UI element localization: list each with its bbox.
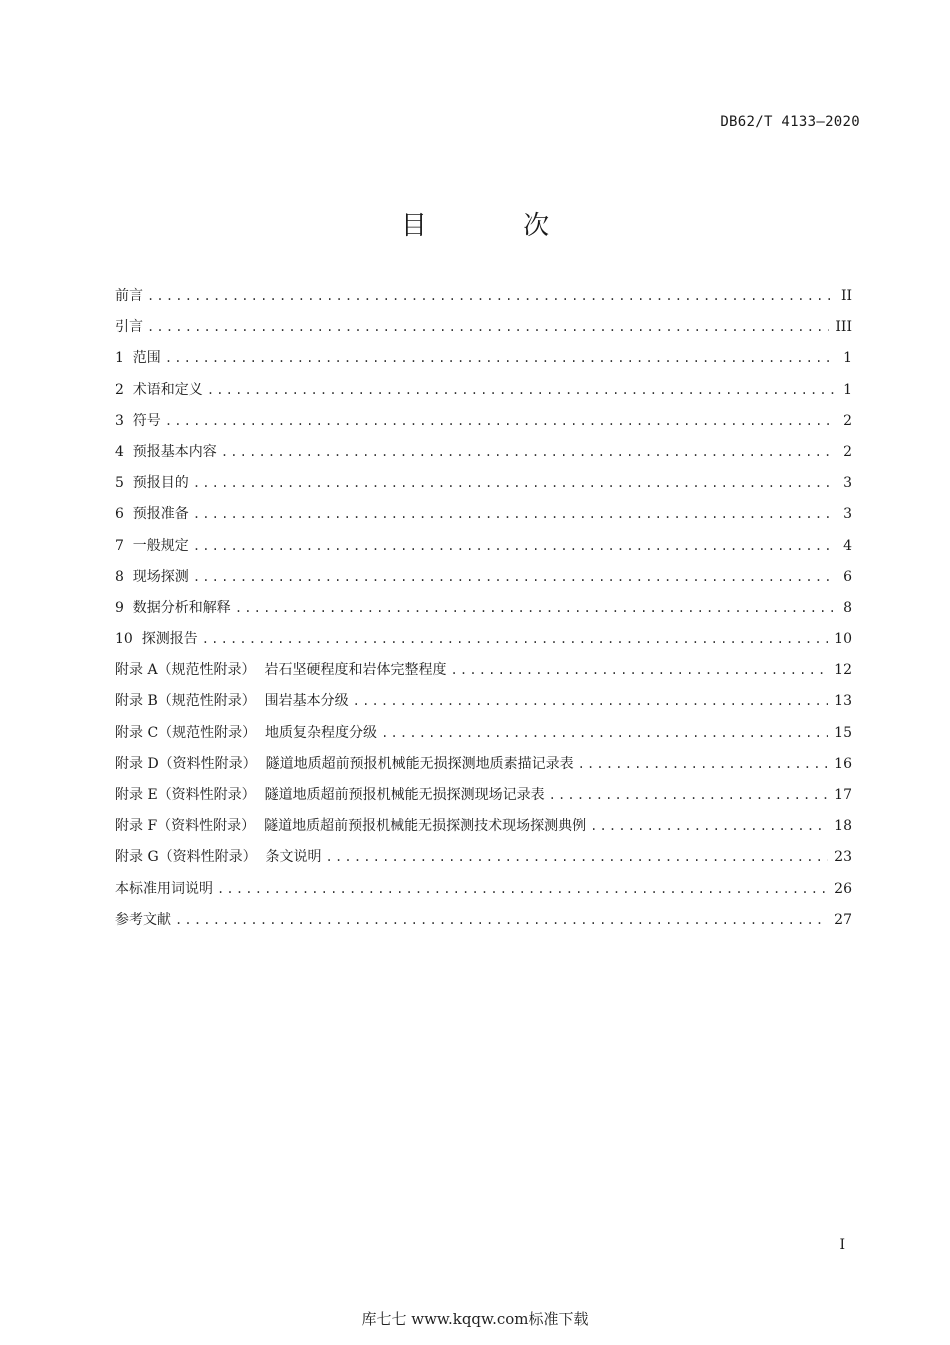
- toc-leader: [353, 691, 829, 711]
- toc-label: 附录 B（规范性附录） 围岩基本分级: [115, 693, 349, 710]
- toc-row-appendix-f[interactable]: [115, 816, 852, 847]
- toc-label: 附录 A（规范性附录） 岩石坚硬程度和岩体完整程度: [115, 662, 447, 679]
- toc-label: 9 数据分析和解释: [115, 599, 231, 616]
- toc-label: 附录 D（资料性附录） 隧道地质超前预报机械能无损探测地质素描记录表: [115, 755, 574, 772]
- toc-label: 3 符号: [115, 412, 161, 429]
- toc-label: 1 范围: [115, 350, 161, 367]
- toc-label: 本标准用词说明: [115, 880, 213, 897]
- toc-leader: [165, 411, 834, 431]
- toc-leader: [217, 879, 828, 899]
- toc-leader: [202, 629, 828, 649]
- toc-page: 23: [834, 849, 852, 866]
- toc-label: 10 探测报告: [115, 631, 198, 648]
- toc-page: 2: [843, 412, 852, 429]
- toc-page: 1: [843, 350, 852, 367]
- toc-page: 27: [834, 911, 852, 928]
- toc-leader: [221, 442, 834, 462]
- toc-row-appendix-b[interactable]: [115, 691, 852, 722]
- toc-row-1[interactable]: [115, 348, 852, 379]
- toc-page: 12: [834, 662, 852, 679]
- toc-page: 17: [834, 787, 852, 803]
- toc-page: 4: [843, 537, 852, 554]
- toc-row-10[interactable]: [115, 629, 852, 660]
- toc-row-5[interactable]: [115, 473, 852, 504]
- toc-leader: [450, 660, 828, 680]
- toc-leader: [193, 504, 834, 524]
- toc-label: 8 现场探测: [115, 568, 189, 585]
- toc-row-appendix-g[interactable]: [115, 847, 852, 878]
- toc-page: 3: [843, 506, 852, 523]
- toc-row-appendix-d[interactable]: [115, 754, 852, 785]
- toc-leader: [207, 380, 834, 400]
- toc-page: 16: [834, 755, 852, 772]
- toc-label: 6 预报准备: [115, 506, 189, 523]
- toc-leader: [147, 286, 834, 306]
- toc-page: 1: [843, 381, 852, 398]
- toc-row-6[interactable]: [115, 504, 852, 535]
- toc-row-appendix-a[interactable]: [115, 660, 852, 691]
- toc-leader: [193, 473, 834, 493]
- toc-page: 15: [834, 724, 852, 741]
- toc-leader: [235, 598, 834, 618]
- toc-leader: [549, 785, 829, 805]
- toc-row-references[interactable]: [115, 910, 852, 941]
- toc-label: 5 预报目的: [115, 475, 189, 492]
- standard-code: DB62/T 4133—2020: [720, 114, 860, 130]
- toc-leader: [175, 910, 828, 930]
- toc-row-appendix-c[interactable]: [115, 723, 852, 754]
- toc-row-7[interactable]: [115, 536, 852, 567]
- toc-label: 7 一般规定: [115, 537, 189, 554]
- toc-page: 13: [834, 693, 852, 710]
- toc-page: 8: [843, 599, 852, 616]
- toc-page: III: [835, 319, 852, 336]
- toc-leader: [326, 847, 829, 867]
- toc-page: 3: [843, 475, 852, 492]
- toc-row-appendix-e[interactable]: [115, 785, 852, 816]
- toc-label: 前言: [115, 288, 143, 304]
- page-title: 目 次: [400, 211, 594, 241]
- toc-leader: [193, 567, 834, 587]
- toc-page: 6: [843, 568, 852, 585]
- toc-leader: [578, 754, 829, 774]
- toc-leader: [193, 536, 834, 556]
- toc-leader: [381, 723, 828, 743]
- toc-leader: [147, 317, 829, 337]
- page-number: I: [839, 1237, 845, 1253]
- toc-label: 2 术语和定义: [115, 381, 203, 398]
- toc-row-8[interactable]: [115, 567, 852, 598]
- toc-label: 附录 C（规范性附录） 地质复杂程度分级: [115, 724, 378, 741]
- toc-row-foreword[interactable]: [115, 286, 852, 317]
- table-of-contents: [115, 286, 852, 941]
- footer-watermark: 库七七 www.kqqw.com标准下载: [361, 1310, 589, 1328]
- toc-label: 引言: [115, 319, 143, 336]
- toc-label: 附录 G（资料性附录） 条文说明: [115, 849, 322, 866]
- toc-page: 26: [834, 880, 852, 897]
- toc-row-9[interactable]: [115, 598, 852, 629]
- toc-label: 附录 E（资料性附录） 隧道地质超前预报机械能无损探测现场记录表: [115, 787, 545, 803]
- toc-page: 10: [834, 631, 852, 648]
- toc-leader: [165, 348, 834, 368]
- toc-label: 4 预报基本内容: [115, 443, 217, 460]
- toc-row-introduction[interactable]: [115, 317, 852, 348]
- toc-label: 附录 F（资料性附录） 隧道地质超前预报机械能无损探测技术现场探测典例: [115, 818, 587, 835]
- toc-label: 参考文献: [115, 911, 171, 928]
- toc-row-4[interactable]: [115, 442, 852, 473]
- toc-row-wording[interactable]: [115, 879, 852, 910]
- toc-page: II: [840, 288, 852, 304]
- toc-row-3[interactable]: [115, 411, 852, 442]
- toc-row-2[interactable]: [115, 380, 852, 411]
- toc-page: 18: [834, 818, 852, 835]
- toc-leader: [590, 816, 828, 836]
- toc-page: 2: [843, 443, 852, 460]
